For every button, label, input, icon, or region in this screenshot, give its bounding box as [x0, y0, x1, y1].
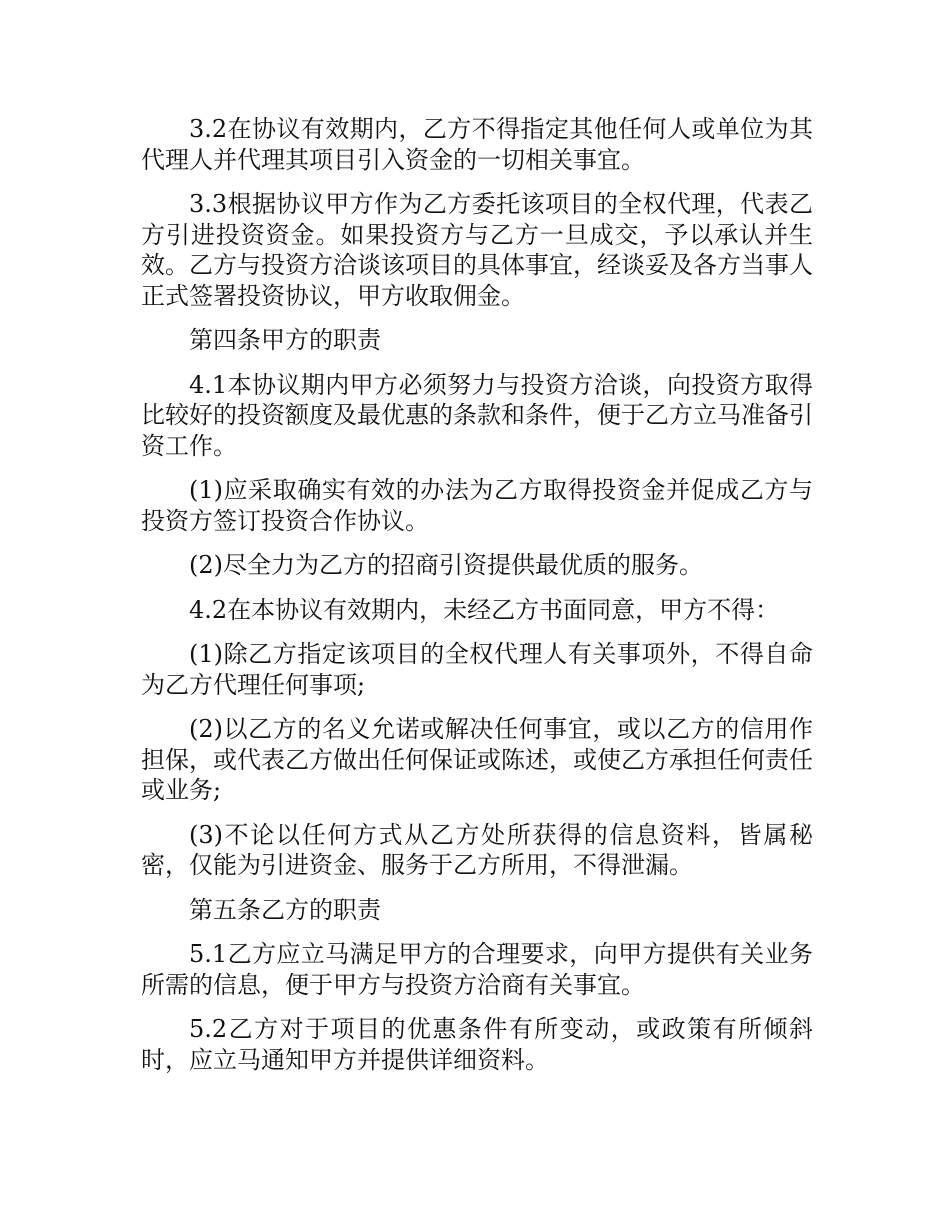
clause-4-2: 4.2在本协议有效期内，未经乙方书面同意，甲方不得： [189, 595, 780, 624]
article-5-heading: 第五条乙方的职责 [189, 895, 381, 924]
clause-3-3: 3.3根据协议甲方作为乙方委托该项目的全权代理，代表乙方引进投资资金。如果投资方与乙方一旦成交，予以承认并生效。乙方与投资方洽谈该项目的具体事宜，经谈妥及各方当事人正式签署投资协议，甲方收取佣金。 [141, 190, 813, 310]
clause-4-1-item-1: (1)应采取确实有效的办法为乙方取得投资金并促成乙方与投资方签订投资合作协议。 [141, 476, 813, 535]
clause-5-2: 5.2乙方对于项目的优惠条件有所变动，或政策有所倾斜时，应立马通知甲方并提供详细资料。 [141, 1015, 813, 1074]
clause-4-1-item-2: (2)尽全力为乙方的招商引资提供最优质的服务。 [189, 551, 703, 579]
article-4-heading: 第四条甲方的职责 [189, 326, 381, 354]
clause-5-1: 5.1乙方应立马满足甲方的合理要求，向甲方提供有关业务所需的信息，便于甲方与投资方洽商有关事宜。 [141, 940, 813, 999]
clause-4-2-item-3: (3)不论以任何方式从乙方处所获得的信息资料，皆属秘密，仅能为引进资金、服务于乙方所用，不得泄漏。 [141, 820, 813, 879]
clause-3-2: 3.2在协议有效期内，乙方不得指定其他任何人或单位为其代理人并代理其项目引入资金的一切相关事宜。 [141, 115, 813, 174]
document-body [141, 114, 813, 1089]
clause-4-2-item-1: (1)除乙方指定该项目的全权代理人有关事项外，不得自命为乙方代理任何事项; [141, 640, 813, 699]
clause-4-2-item-2: (2)以乙方的名义允诺或解决任何事宜，或以乙方的信用作担保，或代表乙方做出任何保证或陈述，或使乙方承担任何责任或业务; [141, 715, 813, 804]
clause-4-1: 4.1本协议期内甲方必须努力与投资方洽谈，向投资方取得比较好的投资额度及最优惠的条款和条件，便于乙方立马准备引资工作。 [141, 370, 813, 460]
